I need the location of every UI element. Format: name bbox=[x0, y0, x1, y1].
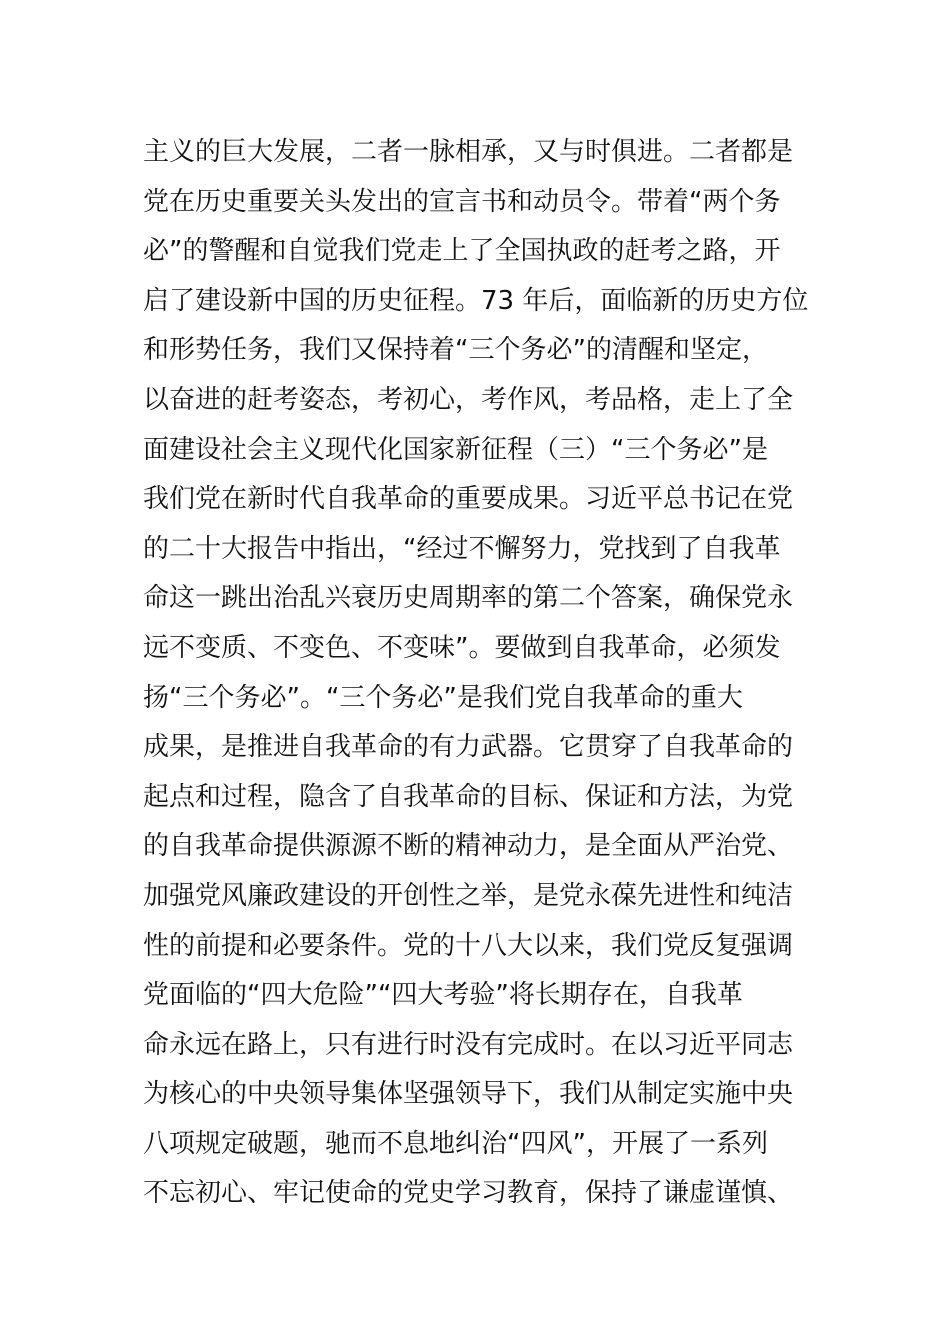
body-text bbox=[143, 128, 813, 1219]
text-line: 我们党在新时代自我革命的重要成果。习近平总书记在党 bbox=[143, 484, 794, 515]
text-line: 加强党风廉政建设的开创性之举，是党永葆先进性和纯洁 bbox=[143, 880, 794, 911]
text-line: 性的前提和必要条件。党的十八大以来，我们党反复强调 bbox=[143, 930, 794, 961]
text-line: 和形势任务，我们又保持着“三个务必”的清醒和坚定， bbox=[143, 335, 768, 366]
text-line: 起点和过程，隐含了自我革命的目标、保证和方法，为党 bbox=[143, 781, 794, 812]
text-line: 以奋进的赶考姿态，考初心，考作风，考品格，走上了全 bbox=[143, 384, 794, 415]
text-line: 为核心的中央领导集体坚强领导下，我们从制定实施中央 bbox=[143, 1079, 794, 1110]
text-line: 扬“三个务必”。“三个务必”是我们党自我革命的重大 bbox=[143, 682, 743, 713]
text-line: 启了建设新中国的历史征程。73 年后，面临新的历史方位 bbox=[143, 285, 809, 316]
text-line: 的自我革命提供源源不断的精神动力，是全面从严治党、 bbox=[143, 831, 794, 862]
text-line: 不忘初心、牢记使命的党史学习教育，保持了谦虚谨慎、 bbox=[143, 1178, 794, 1209]
text-line: 主义的巨大发展，二者一脉相承，又与时俱进。二者都是 bbox=[143, 137, 794, 167]
text-line: 命永远在路上，只有进行时没有完成时。在以习近平同志 bbox=[143, 1029, 794, 1060]
text-line: 面建设社会主义现代化国家新征程（三）“三个务必”是 bbox=[143, 434, 768, 465]
text-line: 必”的警醒和自觉我们党走上了全国执政的赶考之路，开 bbox=[143, 236, 781, 267]
text-line: 党在历史重要关头发出的宣言书和动员令。带着“两个务 bbox=[143, 186, 781, 217]
text-line: 党面临的“四大危险”“四大考验”将长期存在，自我革 bbox=[143, 980, 743, 1011]
text-line: 成果，是推进自我革命的有力武器。它贯穿了自我革命的 bbox=[143, 732, 794, 763]
text-line: 远不变质、不变色、不变味”。要做到自我革命，必须发 bbox=[143, 632, 781, 663]
text-line: 八项规定破题，驰而不息地纠治“四风”，开展了一系列 bbox=[143, 1128, 768, 1159]
text-line: 的二十大报告中指出，“经过不懈努力，党找到了自我革 bbox=[143, 533, 781, 564]
text-line: 命这一跳出治乱兴衰历史周期率的第二个答案，确保党永 bbox=[143, 583, 794, 614]
